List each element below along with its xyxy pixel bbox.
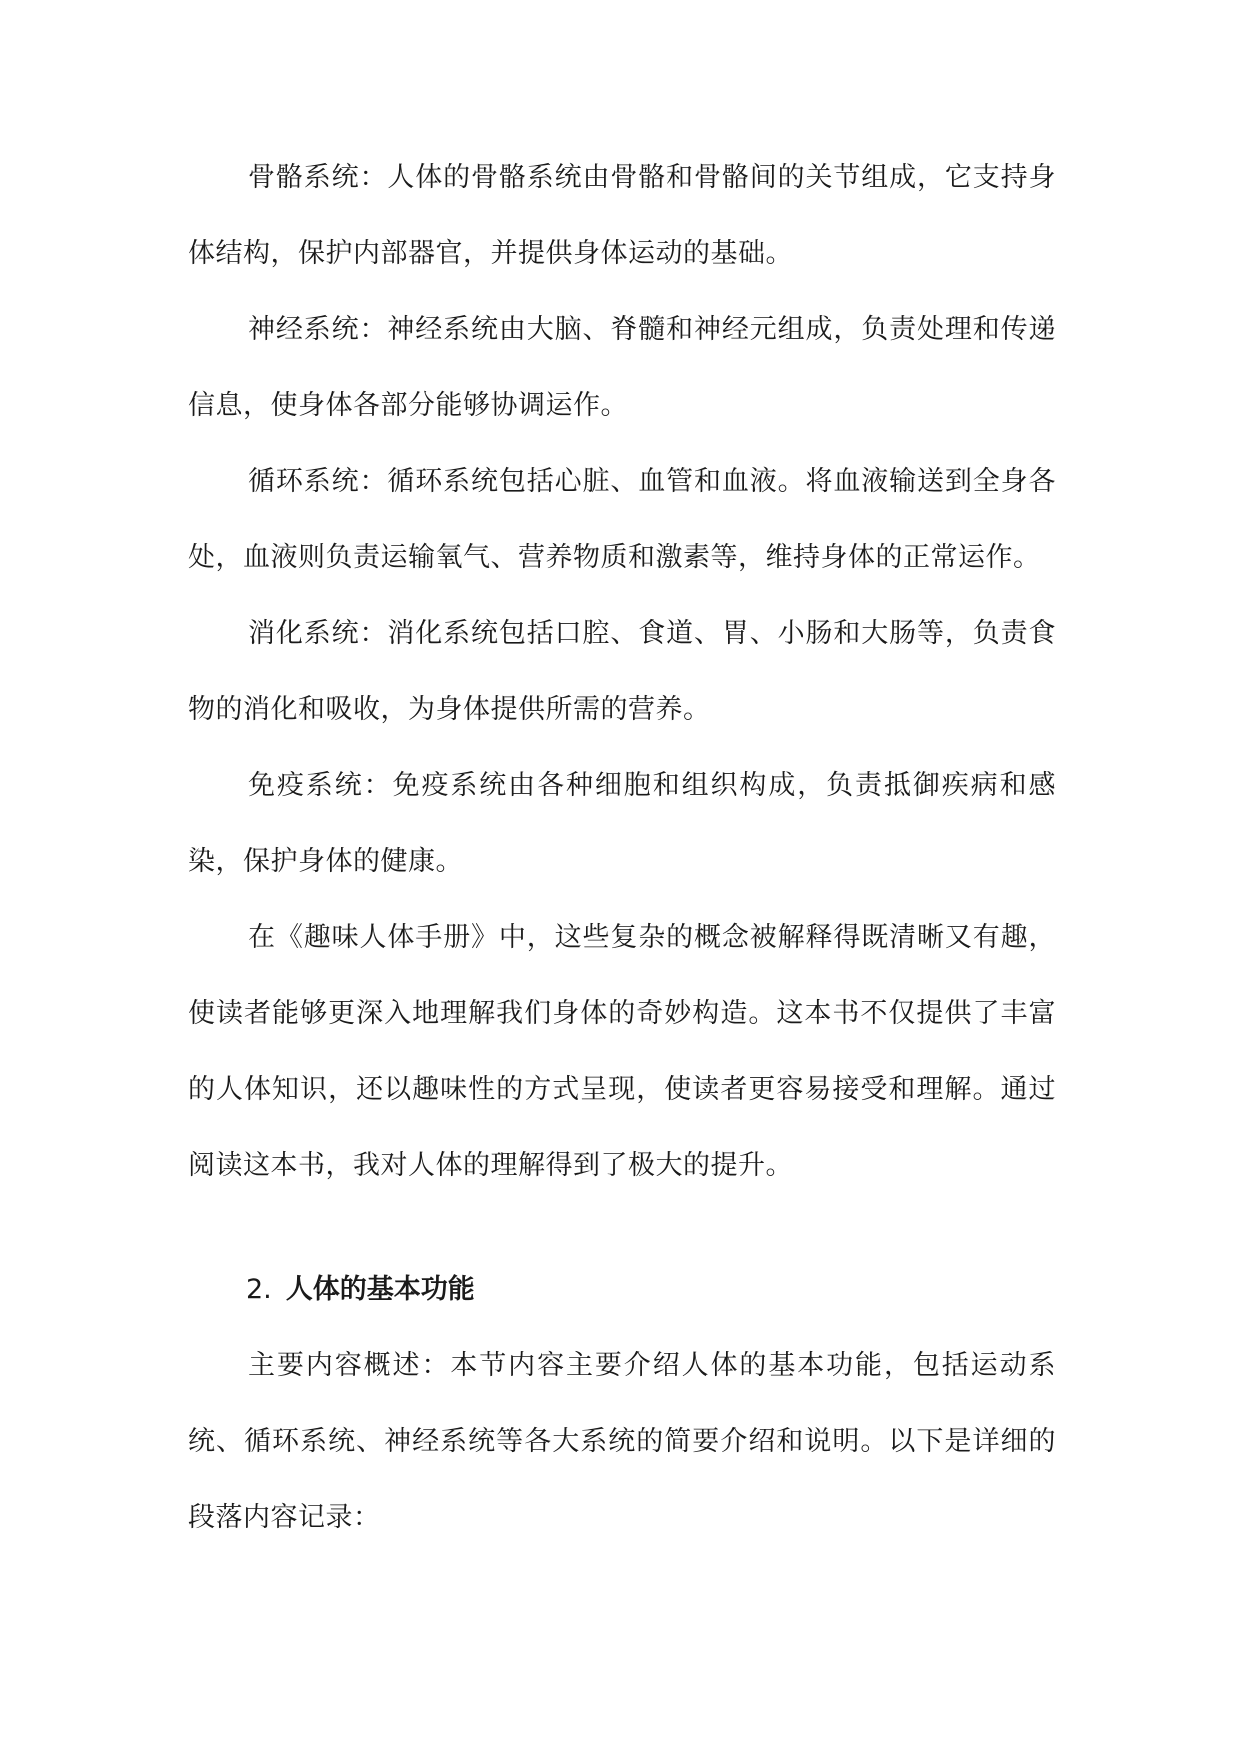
- paragraph-book-summary: 在《趣味人体手册》中，这些复杂的概念被解释得既清晰又有趣，使读者能够更深入地理解我们身体的奇妙构造。这本书不仅提供了丰富的人体知识，还以趣味性的方式呈现，使读者更容易接受和理解。通过阅读这本书，我对人体的理解得到了极大的提升。: [188, 922, 1056, 1181]
- document-body: [188, 140, 1056, 1556]
- paragraph-digestive-system: 消化系统：消化系统包括口腔、食道、胃、小肠和大肠等，负责食物的消化和吸收，为身体提供所需的营养。: [188, 618, 1056, 725]
- section-number: 2.: [246, 1274, 272, 1305]
- section-heading: [188, 1252, 1056, 1328]
- paragraph-skeletal-system: 骨骼系统：人体的骨骼系统由骨骼和骨骼间的关节组成，它支持身体结构，保护内部器官，并提供身体运动的基础。: [188, 162, 1056, 269]
- paragraph-section-overview: 主要内容概述：本节内容主要介绍人体的基本功能，包括运动系统、循环系统、神经系统等各大系统的简要介绍和说明。以下是详细的段落内容记录：: [188, 1350, 1056, 1533]
- section-title: 人体的基本功能: [285, 1274, 475, 1305]
- paragraph-immune-system: 免疫系统：免疫系统由各种细胞和组织构成，负责抵御疾病和感染，保护身体的健康。: [188, 770, 1056, 877]
- paragraph-nervous-system: 神经系统：神经系统由大脑、脊髓和神经元组成，负责处理和传递信息，使身体各部分能够协调运作。: [188, 314, 1056, 421]
- paragraph-circulatory-system: 循环系统：循环系统包括心脏、血管和血液。将血液输送到全身各处，血液则负责运输氧气、营养物质和激素等，维持身体的正常运作。: [188, 466, 1056, 573]
